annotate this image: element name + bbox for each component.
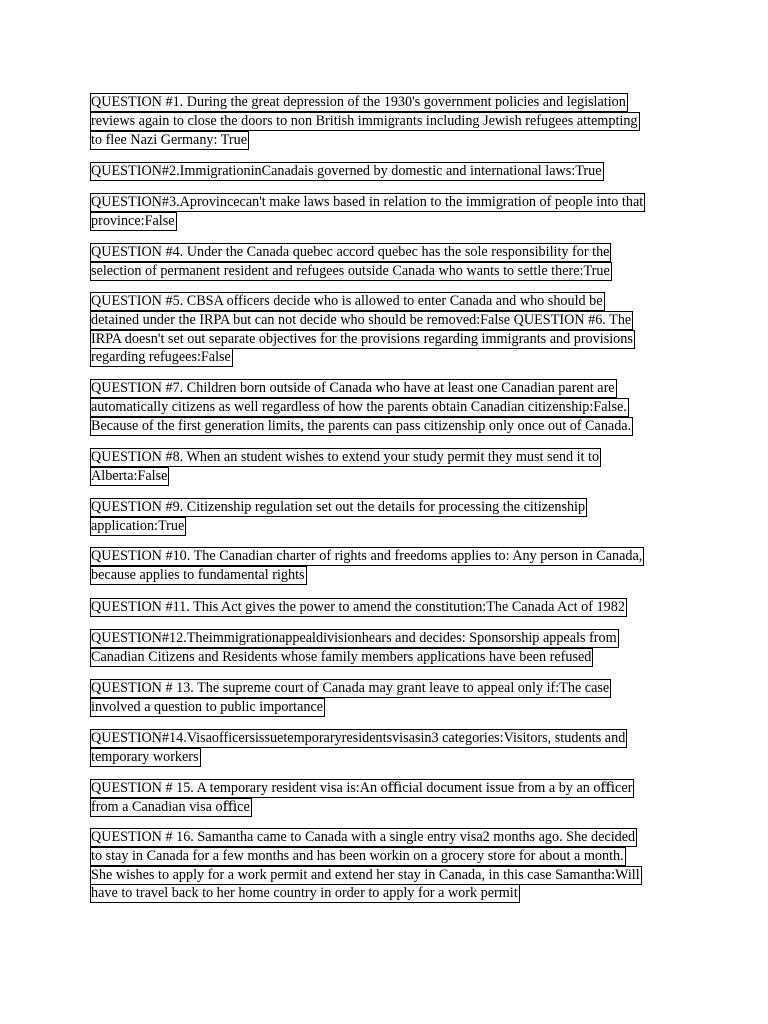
question-10-line-1: QUESTION #10. The Canadian charter of rights and freedoms applies to: Any person in Canada, [91, 548, 643, 564]
question-14-line-1: QUESTION#14.Visaofficersissuetemporaryresidentsvisasin3 categories:Visitors, students and [91, 730, 626, 746]
question-15 [90, 779, 690, 817]
question-2 [90, 162, 690, 181]
question-9 [90, 498, 690, 536]
question-11 [90, 598, 690, 617]
question-10-line-2: because applies to fundamental rights [91, 566, 305, 583]
question-13-line-1: QUESTION # 13. The supreme court of Canada may grant leave to appeal only if:The case [91, 680, 610, 696]
question-7-line-1: QUESTION #7. Children born outside of Canada who have at least one Canadian parent are [91, 380, 615, 396]
question-12 [90, 629, 690, 667]
question-16-line-4: have to travel back to her home country in order to apply for a work permit [91, 885, 518, 902]
question-3 [90, 193, 690, 231]
question-7 [90, 379, 690, 435]
question-16-line-3: She wishes to apply for a work permit and extend her stay in Canada, in this case Samantha:Will [91, 866, 640, 883]
question-8-line-1: QUESTION #8. When an student wishes to extend your study permit they must send it to [91, 449, 600, 465]
question-16 [90, 828, 690, 903]
question-8-line-2: Alberta:False [91, 467, 168, 484]
question-3-line-1: QUESTION#3.Aprovincecan't make laws based in relation to the immigration of people into that [91, 194, 644, 210]
question-12-line-1: QUESTION#12.Theimmigrationappealdivisionhears and decides: Sponsorship appeals from [91, 630, 617, 646]
question-1 [90, 93, 690, 149]
question-14 [90, 729, 690, 767]
question-9-line-2: application:True [91, 517, 185, 534]
question-11-line-1: QUESTION #11. This Act gives the power to amend the constitution:The Canada Act of 1982 [91, 599, 625, 615]
question-7-line-3: Because of the first generation limits, the parents can pass citizenship only once out of Canada. [91, 417, 632, 434]
question-5-6 [90, 292, 690, 367]
question-4-line-2: selection of permanent resident and refugees outside Canada who wants to settle there:True [91, 262, 610, 279]
question-1-line-1: QUESTION #1. During the great depression of the 1930's government policies and legislation [91, 94, 626, 110]
question-15-line-2: from a Canadian visa oﬃce [91, 798, 250, 815]
question-5-line-1: QUESTION #5. CBSA officers decide who is allowed to enter Canada and who should be [91, 293, 603, 309]
question-8 [90, 448, 690, 486]
question-10 [90, 547, 690, 585]
question-13-line-2: involved a question to public importance [91, 698, 324, 715]
question-4-line-1: QUESTION #4. Under the Canada quebec accord quebec has the sole responsibility for the [91, 244, 610, 260]
question-6-line-2: regarding refugees:False [91, 349, 231, 366]
question-9-line-1: QUESTION #9. Citizenship regulation set out the details for processing the citizenship [91, 499, 586, 515]
question-12-line-2: Canadian Citizens and Residents whose family members applications have been refused [91, 648, 592, 665]
question-16-line-2: to stay in Canada for a few months and has been workin on a grocery store for about a month. [91, 847, 624, 864]
question-1-line-2: reviews again to close the doors to non British immigrants including Jewish refugees attempting [91, 112, 638, 129]
question-15-line-1: QUESTION # 15. A temporary resident visa is:An oﬃcial document issue from a by an oﬃcer [91, 780, 633, 796]
question-7-line-2: automatically citizens as well regardless of how the parents obtain Canadian citizenship:False. [91, 398, 627, 415]
question-13 [90, 679, 690, 717]
question-14-line-2: temporary workers [91, 748, 199, 765]
question-2-line-1: QUESTION#2.ImmigrationinCanadais governed by domestic and international laws:True [91, 163, 602, 179]
question-3-line-2: province:False [91, 212, 175, 229]
question-6-line-1: IRPA doesn't set out separate objectives for the provisions regarding immigrants and provisions [91, 330, 633, 347]
question-4 [90, 243, 690, 281]
question-1-line-3: to flee Nazi Germany: True [91, 131, 248, 148]
question-5-line-2: detained under the IRPA but can not decide who should be removed:False QUESTION #6. The [91, 311, 632, 328]
question-16-line-1: QUESTION # 16. Samantha came to Canada with a single entry visa2 months ago. She decided [91, 829, 636, 845]
